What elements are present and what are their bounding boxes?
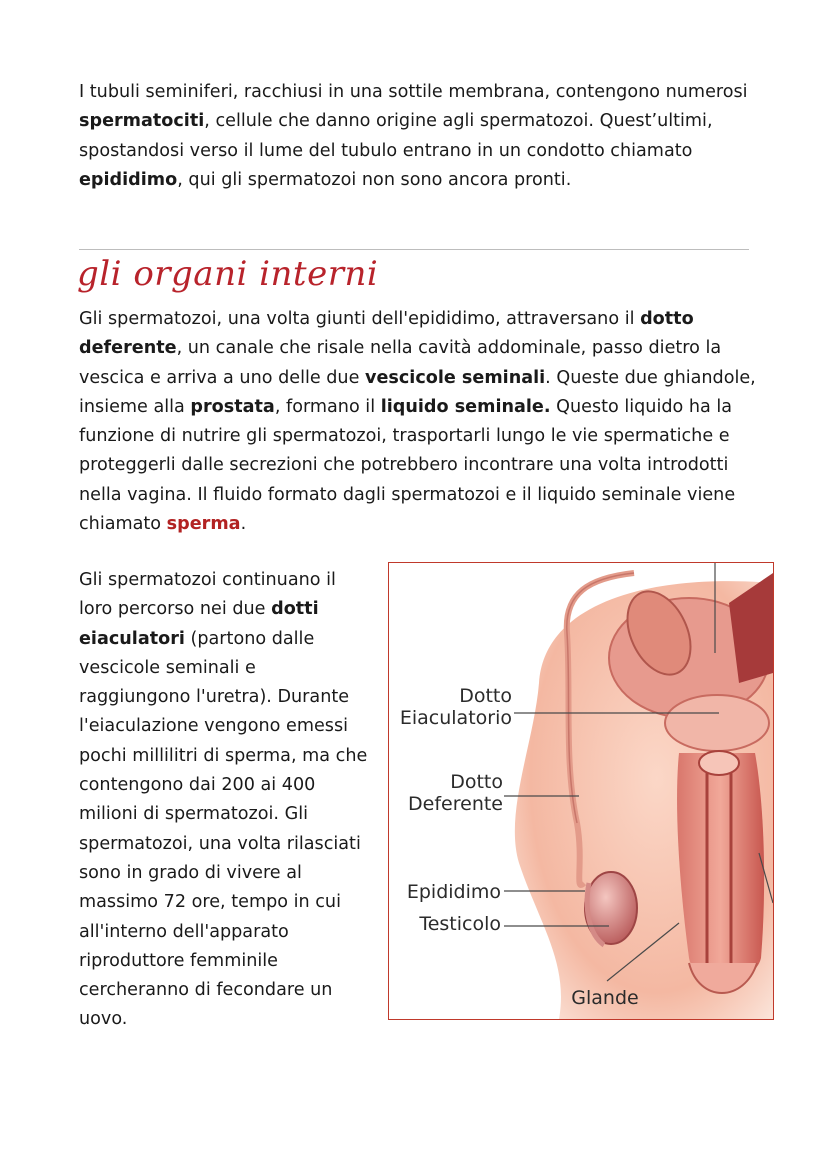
label-epididimo: Epididimo <box>406 881 501 903</box>
term-prostata: prostata <box>190 396 275 417</box>
anatomy-figure <box>388 562 774 1020</box>
label-dotto-deferente: Dotto Deferente <box>408 771 503 815</box>
label-testicolo: Testicolo <box>419 913 501 935</box>
prostate-shape <box>665 695 769 751</box>
intro-paragraph: I tubuli seminiferi, racchiusi in una sottile membrana, contengono numerosi spermatociti, cellule che danno origine agli spermatozoi. Quest’ultimi, spostandosi verso il lume del tubulo entrano in un condotto chiamato epididimo, qui gli spermatozoi non sono ancora pronti. <box>79 82 748 190</box>
label-glande: Glande <box>571 987 639 1009</box>
side-paragraph: Gli spermatozoi continuano il loro percorso nei due dotti eiaculatori (partono dalle vescicole seminali e raggiungono l'uretra). Durante l'eiaculazione vengono emessi pochi millilitri di sperma, ma che contengono dai 200 ai 400 milioni di spermatozoi. Gli spermatozoi, una volta rilasciati sono in grado di vivere al massimo 72 ore, tempo in cui all'interno dell'apparato riproduttore femminile cercheranno di fecondare un uovo. <box>79 570 368 1030</box>
term-spermatociti: spermatociti <box>79 111 205 132</box>
term-epididimo: epididimo <box>79 169 178 190</box>
term-dotti-eiaculatori: dotti eiaculatori <box>79 599 319 649</box>
penis-shaft-shape <box>677 753 764 981</box>
section-paragraph: Gli spermatozoi, una volta giunti dell'epididimo, attraversano il dotto deferente, un canale che risale nella cavità addominale, passo dietro la vescica e arriva a uno delle due vescicole seminali. Queste due ghiandole, insieme alla prostata, formano il liquido seminale. Questo liquido ha la funzione di nutrire gli spermatozoi, trasportarli lungo le vie spermatiche e proteggerli dalle secrezioni che potrebbero incontrare una volta introdotti nella vagina. Il fluido formato dagli spermatozoi e il liquido seminale viene chiamato sperma. <box>79 309 756 535</box>
term-liquido-seminale: liquido seminale. <box>380 396 551 417</box>
label-dotto-eiaculatorio: Dotto Eiaculatorio <box>399 685 512 729</box>
term-vescicole-seminali: vescicole seminali <box>365 367 546 388</box>
section-divider <box>79 249 749 250</box>
term-sperma: sperma <box>166 514 241 535</box>
section-title: gli organi interni <box>77 254 379 294</box>
term-dotto-deferente: dotto deferente <box>79 309 694 359</box>
